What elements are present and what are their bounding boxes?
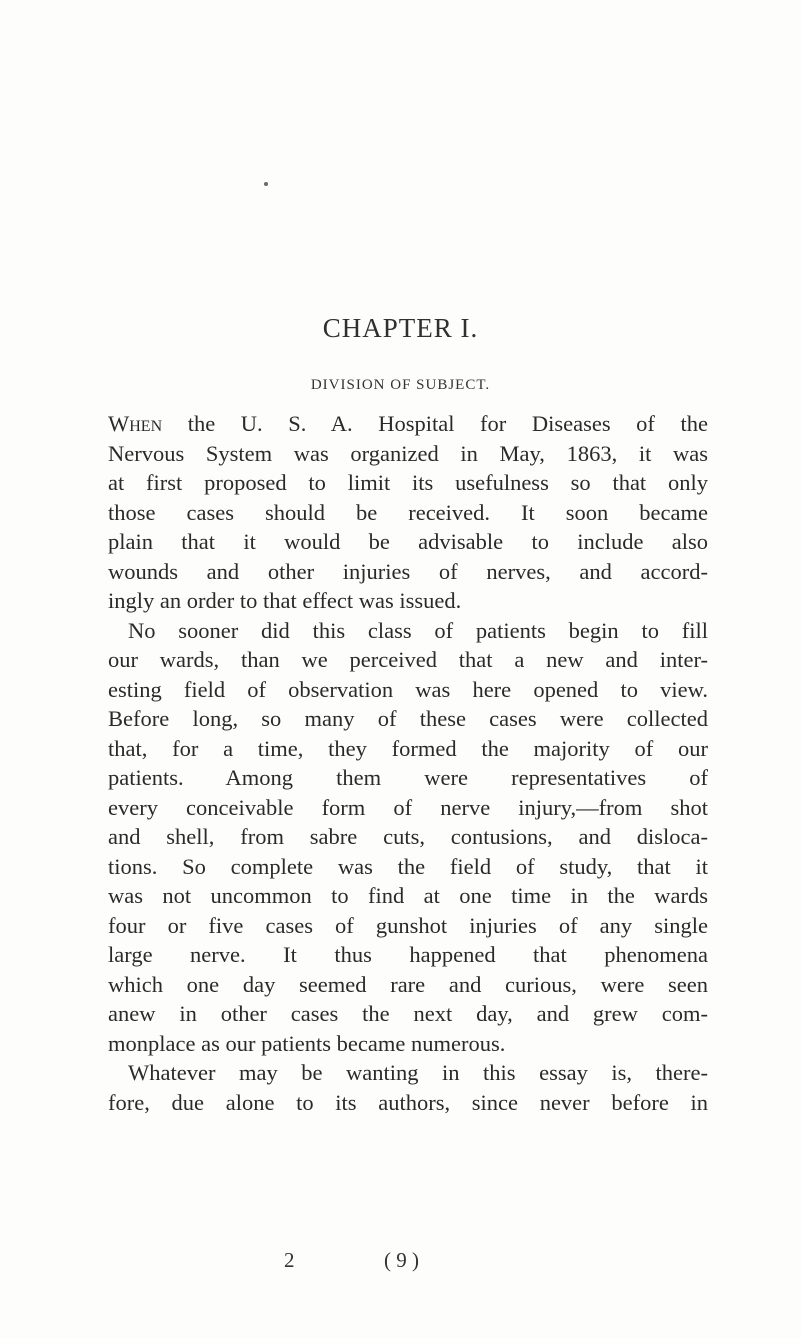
text-line-23: Whatever may be wanting in this essay is, there-	[128, 1060, 708, 1085]
text-line-15: and shell, from sabre cuts, contusions, and disloca-	[108, 824, 708, 849]
chapter-title: CHAPTER I.	[322, 313, 479, 343]
text-line-11: Before long, so many of these cases were collected	[108, 706, 708, 731]
text-line-20: which one day seemed rare and curious, were seen	[108, 971, 708, 997]
text-line-3: at first proposed to limit its usefulness so that only	[108, 470, 708, 495]
opening-word: When	[108, 411, 163, 436]
text-line-18: four or five cases of gunshot injuries of any single	[108, 912, 708, 938]
text-line-5: plain that it would be advisable to include also	[108, 529, 708, 554]
text-line-9: our wards, than we perceived that a new and inter-	[108, 647, 708, 672]
text-line-8: No sooner did this class of patients begin to fill	[128, 617, 708, 643]
text-line-21: anew in other cases the next day, and grew com-	[108, 1001, 708, 1026]
text-line-1-rest: the U. S. A. Hospital for Diseases of the	[187, 411, 708, 436]
chapter-subtitle: DIVISION OF SUBJECT.	[310, 377, 491, 393]
page-number: ( 9 )	[384, 1248, 419, 1272]
text-line-24: fore, due alone to its authors, since never before in	[108, 1089, 708, 1115]
text-line-16: tions. So complete was the field of study, that it	[108, 853, 708, 879]
text-line-6: wounds and other injuries of nerves, and accord-	[108, 558, 708, 584]
signature-mark: 2	[284, 1248, 295, 1272]
text-line-10: esting field of observation was here opened to view.	[108, 676, 708, 702]
text-line-4: those cases should be received. It soon became	[108, 499, 708, 525]
text-line-17: was not uncommon to find at one time in the wards	[108, 883, 708, 908]
body-text	[108, 409, 708, 1117]
text-line-1	[108, 409, 708, 439]
text-line-12: that, for a time, they formed the majority of our	[108, 735, 708, 761]
ink-speck	[264, 182, 268, 186]
text-line-13: patients. Among them were representatives of	[108, 765, 708, 790]
text-line-14: every conceivable form of nerve injury,—from shot	[108, 794, 708, 820]
text-line-22: monplace as our patients became numerous.	[108, 1030, 506, 1056]
text-line-7: ingly an order to that effect was issued.	[108, 588, 462, 613]
text-line-2: Nervous System was organized in May, 1863, it was	[108, 440, 708, 466]
text-line-19: large nerve. It thus happened that phenomena	[108, 942, 708, 967]
